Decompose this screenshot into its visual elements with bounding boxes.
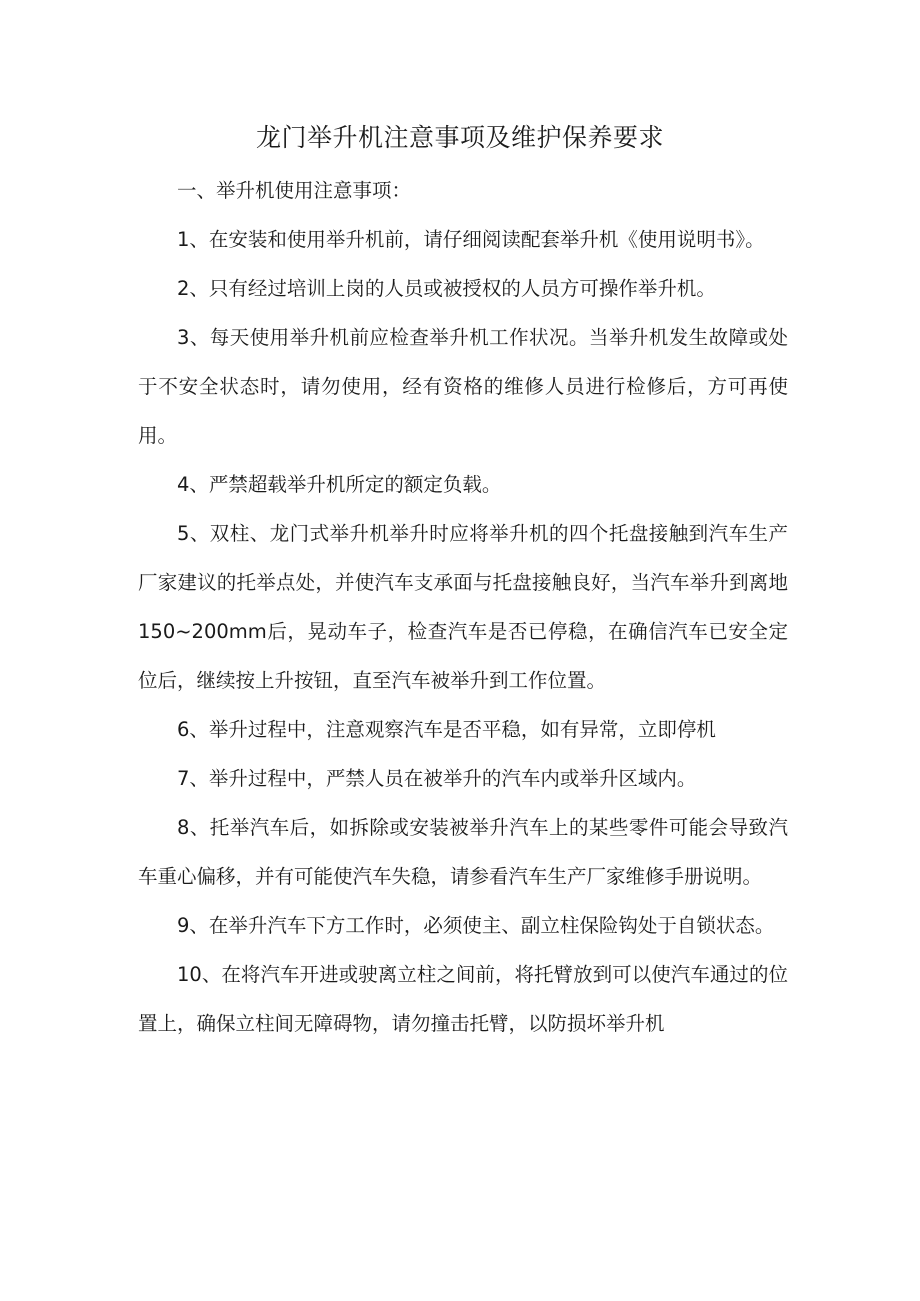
- item-7: 7、举升过程中，严禁人员在被举升的汽车内或举升区域内。: [177, 767, 697, 790]
- document-body: [138, 166, 788, 1048]
- item-6: 6、举升过程中，注意观察汽车是否平稳，如有异常，立即停机: [177, 718, 716, 741]
- section-heading: 一、举升机使用注意事项：: [177, 179, 412, 202]
- item-2: 2、只有经过培训上岗的人员或被授权的人员方可操作举升机。: [177, 277, 716, 300]
- item-8: 8、托举汽车后，如拆除或安装被举升汽车上的某些零件可能会导致汽车重心偏移，并有可能使汽车失稳，请参看汽车生产厂家维修手册说明。: [138, 816, 788, 888]
- item-4: 4、严禁超载举升机所定的额定负载。: [177, 473, 502, 496]
- item-5: 5、双柱、龙门式举升机举升时应将举升机的四个托盘接触到汽车生产厂家建议的托举点处，并使汽车支承面与托盘接触良好，当汽车举升到离地150~200mm后，晃动车子，检查汽车是否已停稳，在确信汽车已安全定位后，继续按上升按钮，直至汽车被举升到工作位置。: [138, 522, 788, 692]
- document-title: 龙门举升机注意事项及维护保养要求: [255, 123, 664, 152]
- item-9: 9、在举升汽车下方工作时，必须使主、副立柱保险钩处于自锁状态。: [177, 914, 775, 937]
- item-10: 10、在将汽车开进或驶离立柱之间前，将托臂放到可以使汽车通过的位置上，确保立柱间无障碍物，请勿撞击托臂，以防损坏举升机: [138, 963, 788, 1035]
- item-3: 3、每天使用举升机前应检查举升机工作状况。当举升机发生故障或处于不安全状态时，请勿使用，经有资格的维修人员进行检修后，方可再使用。: [138, 326, 788, 447]
- item-1: 1、在安装和使用举升机前，请仔细阅读配套举升机《使用说明书》。: [177, 228, 765, 251]
